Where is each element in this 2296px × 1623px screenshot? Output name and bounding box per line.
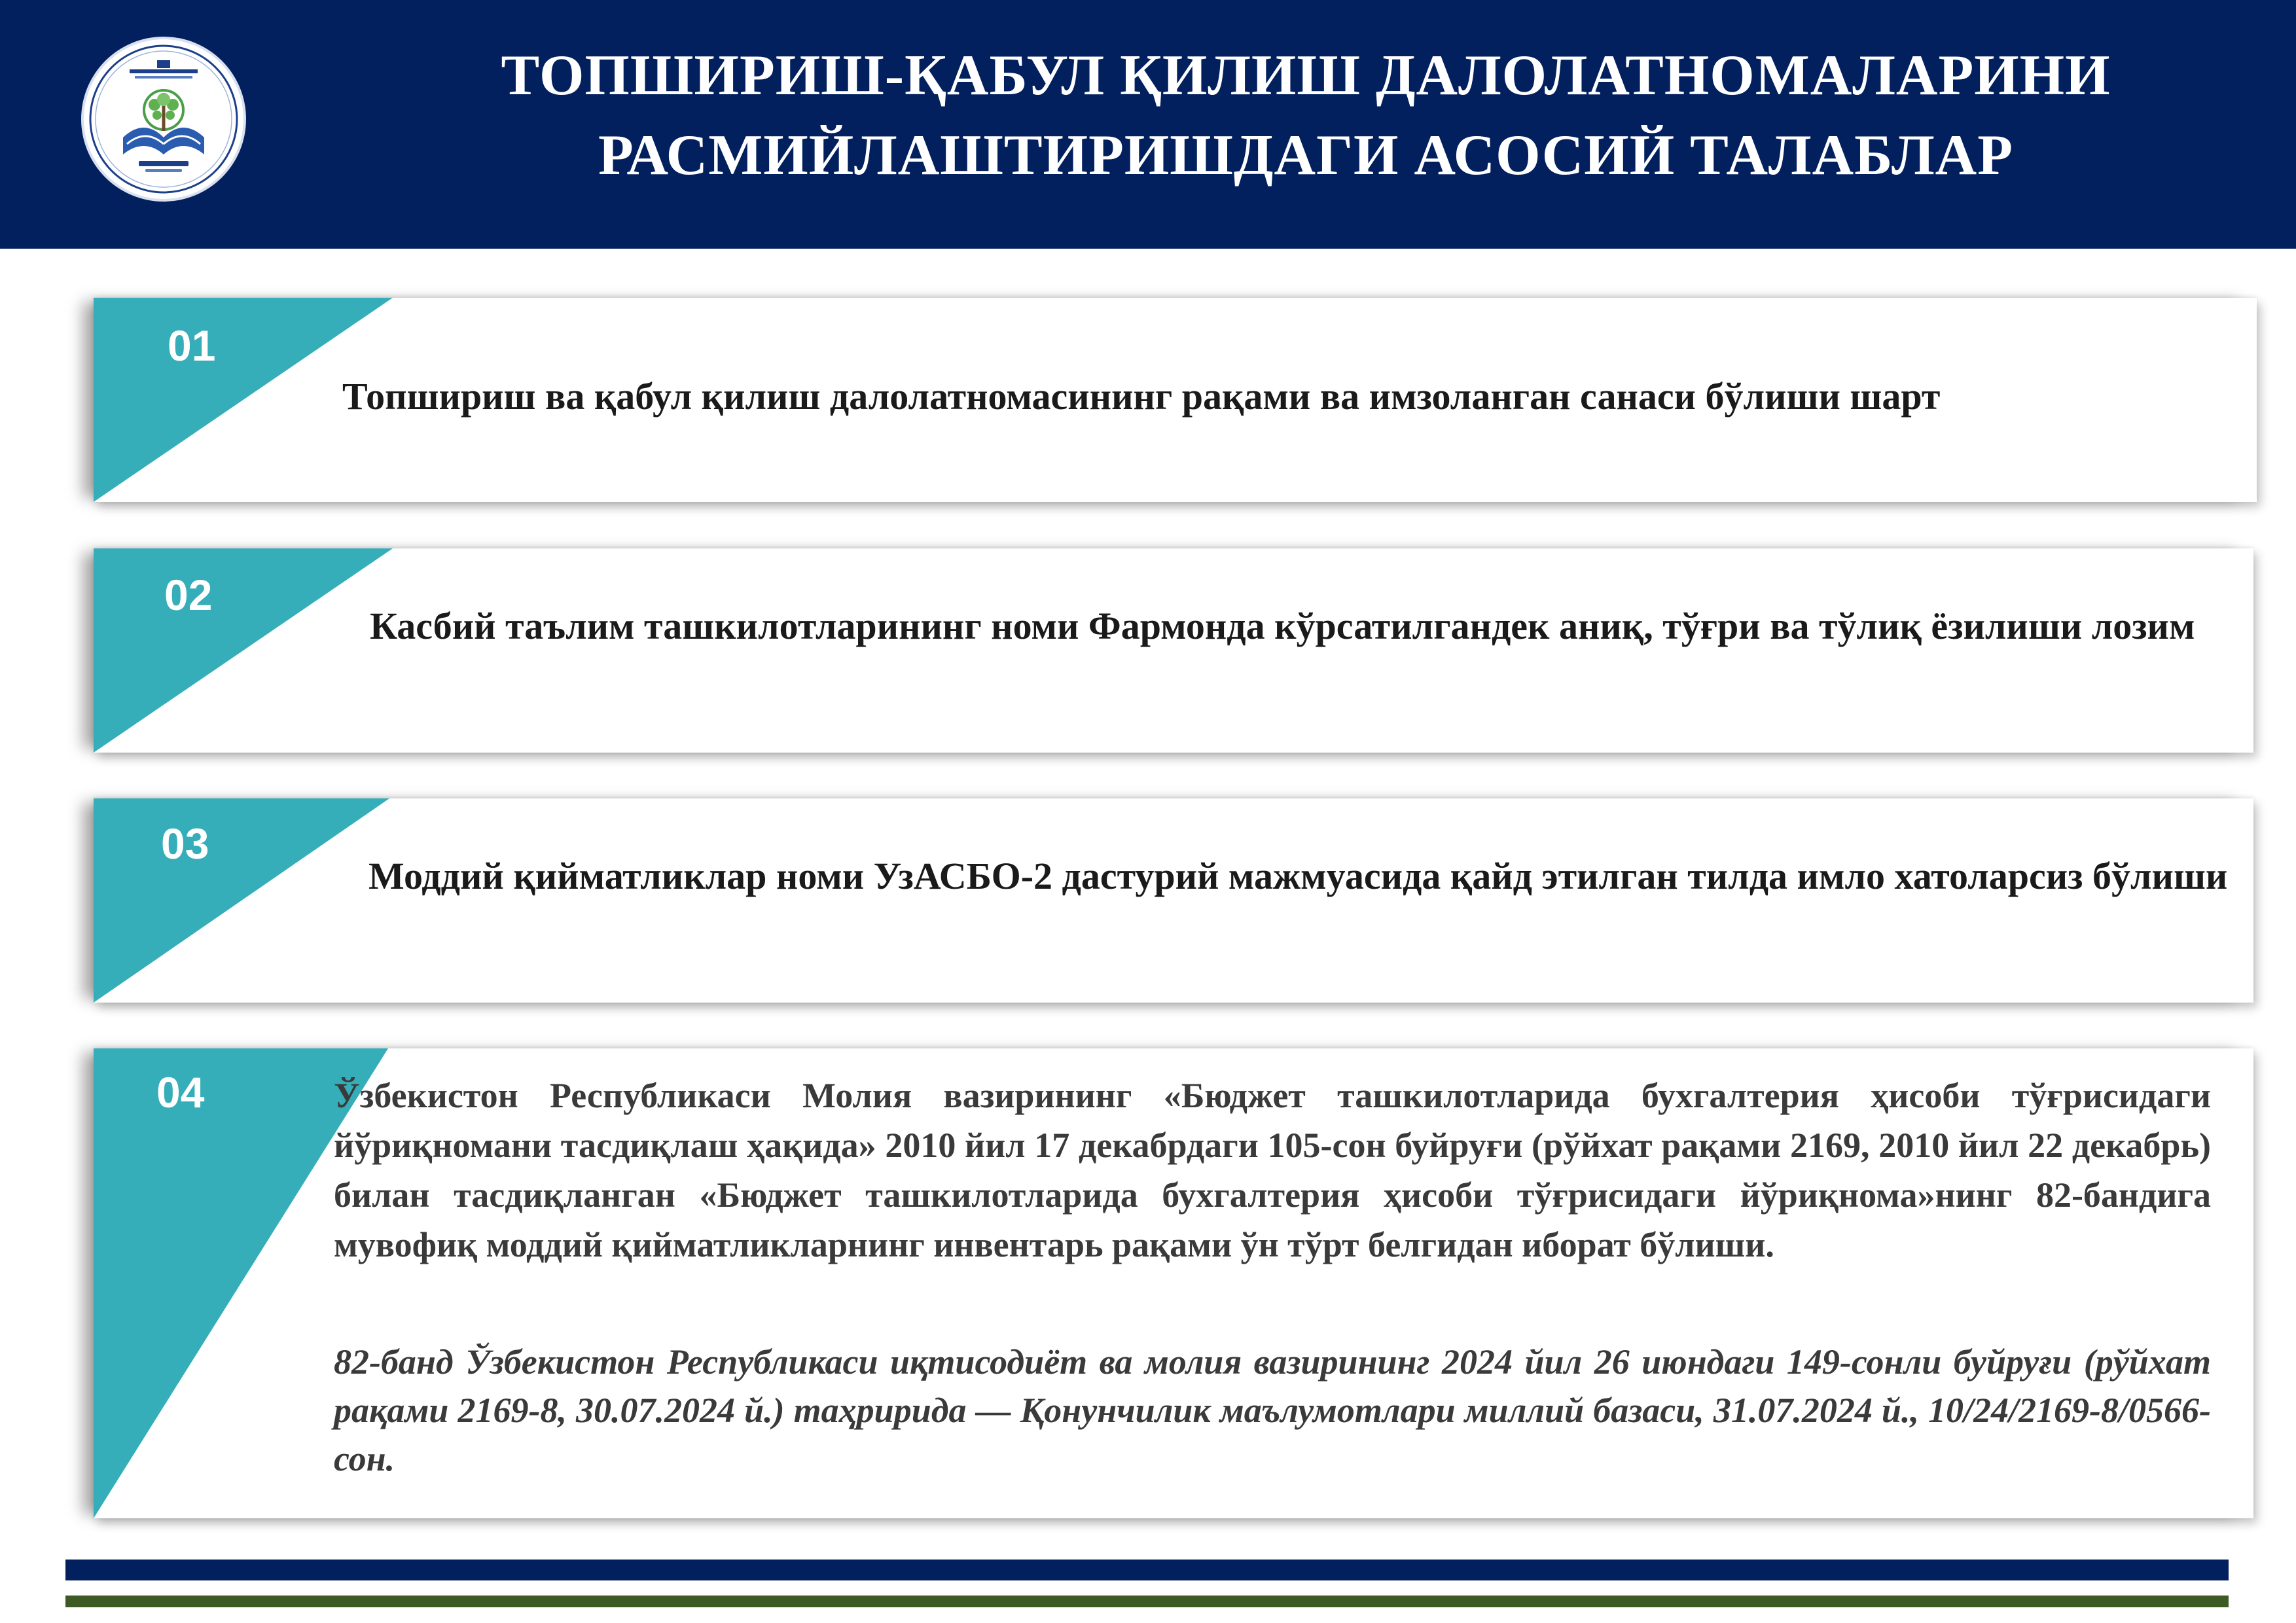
footer-bar-green xyxy=(65,1596,2229,1607)
card-text: Ўзбекистон Республикаси Молия вазирининг «Бюджет ташкилотларида бухгалтерия ҳисоби тўғрисидаги йўриқномани тасдиқлаш ҳақида» 2010 йил 17 декабрдаги 105-сон буйруғи (рўйхат рақами 2169, 2010 йил 22 декабрь) билан тасдиқланган «Бюджет ташкилотларида бухгалтерия ҳисоби тўғрисидаги йўриқнома»нинг 82-бандига мувофиқ моддий қийматликларнинг инвентарь рақами ўн тўрт белгидан иборат бўлиши. xyxy=(334,1076,2211,1264)
title-line-2: РАСМИЙЛАШТИРИШДАГИ АСОСИЙ ТАЛАБЛАР xyxy=(598,124,2013,187)
card-number: 03 xyxy=(161,819,209,868)
card-text: Топшириш ва қабул қилиш далолатномасининг рақами ва имзоланган санаси бўлиши шарт xyxy=(342,375,1941,418)
card-number: 02 xyxy=(164,571,213,619)
card-text: Моддий қийматликлар номи УзАСБО-2 дастурий мажмуасида қайд этилган тилда имло хатоларсиз бўлиши xyxy=(368,855,2228,897)
title-line-1: ТОПШИРИШ-ҚАБУЛ ҚИЛИШ ДАЛОЛАТНОМАЛАРИНИ xyxy=(501,44,2111,107)
card-number: 01 xyxy=(168,321,216,370)
page-title xyxy=(340,36,2271,196)
requirement-card-03 xyxy=(94,798,2253,1003)
requirement-card-01 xyxy=(94,298,2257,502)
requirement-card-04 xyxy=(94,1048,2253,1518)
card-number: 04 xyxy=(156,1068,205,1116)
footer-bar-navy xyxy=(65,1560,2229,1580)
ministry-emblem-icon xyxy=(84,39,243,199)
teal-triangle-icon xyxy=(94,548,395,753)
requirement-card-02 xyxy=(94,548,2253,753)
card-text: Касбий таълим ташкилотларининг номи Фармонда кўрсатилгандек аниқ, тўғри ва тўлиқ ёзилиши лозим xyxy=(370,605,2195,647)
header-banner xyxy=(0,0,2296,249)
card-note: 82-банд Ўзбекистон Республикаси иқтисодиёт ва молия вазирининг 2024 йил 26 июндаги 149-сонли буйруғи (рўйхат рақами 2169-8, 30.07.2024 й.) таҳририда — Қонунчилик маълумотлари миллий базаси, 31.07.2024 й., 10/24/2169-8/0566-сон. xyxy=(334,1342,2211,1478)
teal-triangle-icon xyxy=(94,798,395,1003)
